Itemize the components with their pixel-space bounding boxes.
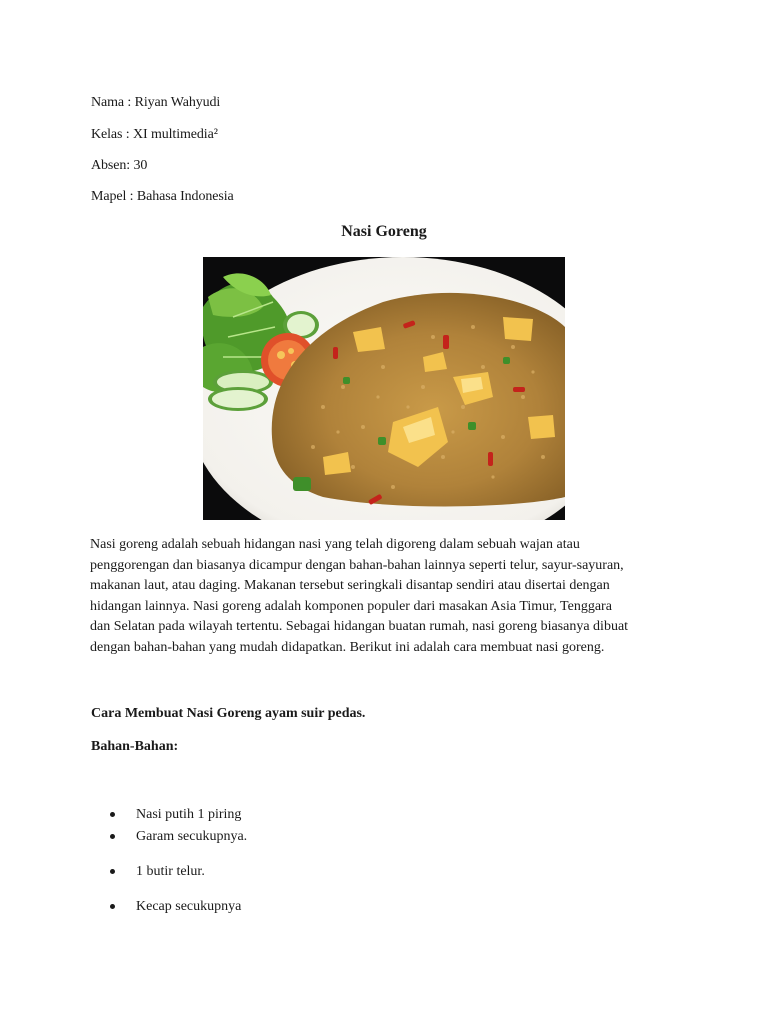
bullet-icon [110,812,115,817]
bullet-icon [110,869,115,874]
student-name: Nama : Riyan Wahyudi [91,95,221,110]
subject-line: Mapel : Bahasa Indonesia [91,189,234,204]
ingredients-heading: Bahan-Bahan: [91,739,179,754]
document-title: Nasi Goreng [341,223,427,240]
intro-line: dengan bahan-bahan yang mudah didapatkan. Berikut ini adalah cara membuat nasi goreng. [90,639,605,655]
intro-line: dan Selatan pada wilayah tertentu. Sebagai hidangan buatan rumah, nasi goreng biasanya dibuat [90,619,629,635]
bullet-icon [110,834,115,839]
recipe-heading: Cara Membuat Nasi Goreng ayam suir pedas. [91,706,366,721]
intro-line: penggorengan dan biasanya dicampur dengan bahan-bahan lainnya seperti telur, sayur-sayuran, [90,557,624,573]
ingredient-text: Garam secukupnya. [136,829,248,844]
intro-line: makanan laut, atau daging. Makanan tersebut seringkali disantap sendiri atau disertai dengan [90,578,610,594]
intro-line: Nasi goreng adalah sebuah hidangan nasi yang telah digoreng dalam sebuah wajan atau [90,537,580,552]
ingredient-text: Nasi putih 1 piring [136,807,242,822]
ingredient-text: 1 butir telur. [136,864,205,879]
student-absen: Absen: 30 [91,158,148,173]
ingredient-text: Kecap secukupnya [136,899,242,914]
intro-line: hidangan lainnya. Nasi goreng adalah komponen populer dari masakan Asia Timur, Tenggara [90,598,612,614]
bullet-icon [110,904,115,909]
student-class: Kelas : XI multimedia² [91,127,218,142]
